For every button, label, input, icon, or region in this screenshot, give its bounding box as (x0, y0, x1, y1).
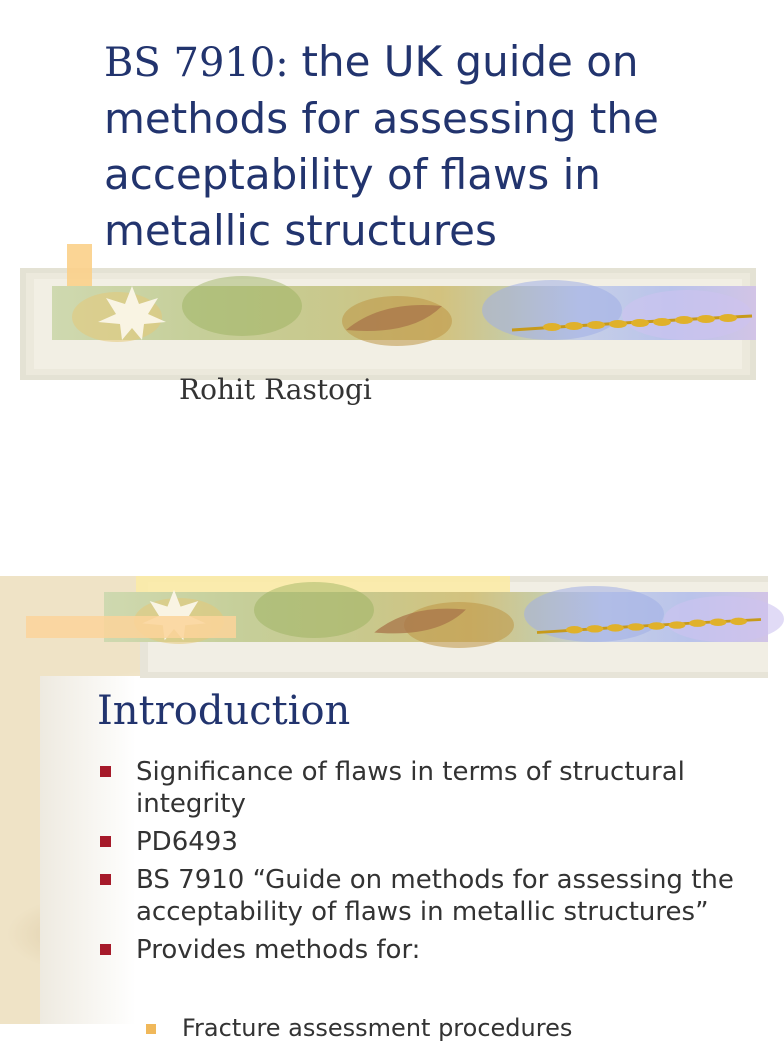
bullet-item: BS 7910 “Guide on methods for assessing the acceptability of flaws in metallic structures” (98, 864, 738, 928)
title-text: the UK guide on methods for assessing the acceptability of flaws in metallic structures (104, 37, 659, 255)
bullet-item: PD6493 (98, 826, 738, 858)
wheat-icon (534, 612, 764, 640)
wheat-icon (512, 308, 752, 338)
bullet-list (98, 756, 738, 972)
title-prefix: BS 7910: (104, 40, 302, 86)
author-name: Rohit Rastogi (179, 373, 372, 406)
slide-heading: Introduction (97, 688, 351, 734)
orange-accent-bar (26, 616, 236, 638)
introduction-slide (0, 576, 768, 1042)
slide-title (104, 34, 754, 259)
sub-bullet-marker-icon (146, 1024, 156, 1034)
brown-leaf-icon (342, 296, 452, 340)
bullet-item: Provides methods for: (98, 934, 738, 966)
bullet-marker-icon (100, 836, 111, 847)
sub-bullet-item: Fracture assessment procedures (146, 1014, 572, 1042)
maple-leaf-icon (92, 282, 172, 344)
brown-leaf-icon (368, 600, 478, 642)
leaf-photo-strip (52, 286, 756, 340)
bullet-marker-icon (100, 874, 111, 885)
bullet-marker-icon (100, 944, 111, 955)
bullet-item: Significance of flaws in terms of structural integrity (98, 756, 738, 820)
bullet-marker-icon (100, 766, 111, 777)
